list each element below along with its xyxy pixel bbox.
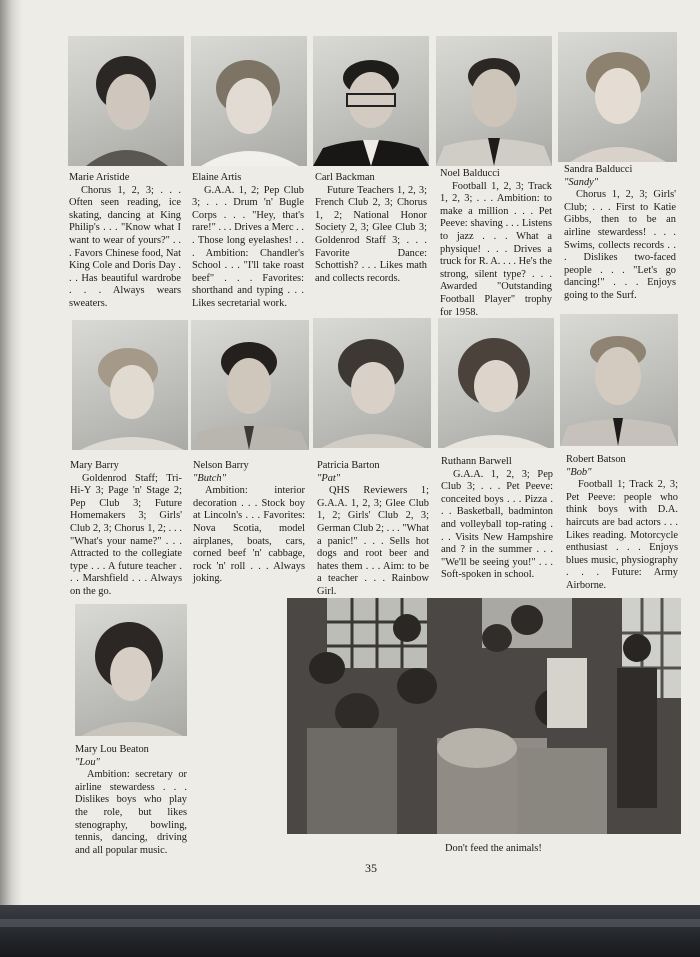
- student-nickname: "Lou": [75, 756, 100, 768]
- portrait-noel-balducci: [436, 36, 552, 166]
- entry-nelson-barry: [193, 460, 305, 586]
- student-description: Football 1; Track 2, 3; Pet Peeve: people who think boys with D.A. haircuts are bad actors . . . Likes reading. Motorcycle enthusiast . . . Enjoys blues music, physiography . . . Future: Army Airborne.: [566, 479, 678, 591]
- entry-elaine-artis: [192, 172, 304, 311]
- student-description: G.A.A. 1, 2; Pep Club 3; . . . Drum 'n' Bugle Corps . . . "Hey, that's rare!" . . . Drives a Merc . . . Those long eyelashes! . . . Ambition: Chandler's School . . . "I'll take roast beef" . . . Favorites: shorthand and typing . . . Likes secretarial work.: [192, 184, 304, 309]
- student-name: Marie Aristide: [69, 172, 130, 183]
- portrait-nelson-barry: [191, 320, 309, 450]
- scanner-bottom-edge: [0, 905, 700, 957]
- entry-noel-balducci: [440, 168, 552, 319]
- portrait-sandra-balducci: [558, 32, 677, 162]
- entry-carl-backman: [315, 172, 427, 285]
- entry-mary-lou-beaton: [75, 744, 187, 857]
- student-description: Chorus 1, 2, 3; . . . Often seen reading, ice skating, dancing at King Philip's . . . "Know what I want to wear of yours?" . . . Favors Chinese food, Nat King Cole and Doris Day . . . Has beautiful wardrobe . . . Always wears sweaters.: [69, 184, 181, 309]
- entry-sandra-balducci: [564, 164, 676, 303]
- student-name: Mary Barry: [70, 460, 119, 471]
- student-name: Elaine Artis: [192, 172, 242, 183]
- student-description: Goldenrod Staff; Tri-Hi-Y 3; Page 'n' Stage 2; Pep Club 3; Future Homemakers 3; Girls' Club 2, 3; Chorus 1, 2; . . . "What's your name?" . . . Attracted to the collegiate type . . . A future teacher . . . Marshfield . . . Always on the go.: [70, 472, 182, 597]
- entry-marie-aristide: [69, 172, 181, 311]
- student-nickname: "Sandy": [564, 176, 599, 188]
- student-name: Carl Backman: [315, 172, 375, 183]
- student-nickname: "Bob": [566, 466, 592, 478]
- student-name: Robert Batson: [566, 454, 626, 465]
- portrait-elaine-artis: [191, 36, 307, 166]
- portrait-robert-batson: [560, 314, 678, 446]
- student-description: Ambition: secretary or airline stewardess . . . Dislikes boys who play the role, but likes stenography, bowling, tennis, dancing, driving and all popular music.: [75, 769, 187, 856]
- student-name: Nelson Barry: [193, 460, 249, 471]
- student-name: Ruthann Barwell: [441, 456, 512, 467]
- student-description: Ambition: interior decoration . . . Stock boy at Lincoln's . . . Favorites: Nova Scotia, model airplanes, boats, cars, corned beef 'n' cabbage, rock 'n' roll . . . Always joking.: [193, 485, 305, 585]
- student-description: QHS Reviewers 1; G.A.A. 1, 2, 3; Glee Club 1, 2; Girls' Club 2, 3; German Club 2; . . . "What a panic!" . . . Sells hot dogs and root beer and hates them . . . Aim: to be a teacher . . . Rainbow Girl.: [317, 485, 429, 597]
- portrait-patricia-barton: [313, 318, 431, 448]
- page-number: 35: [365, 861, 377, 875]
- student-name: Patricia Barton: [317, 460, 380, 471]
- student-description: Football 1, 2, 3; Track 1, 2, 3; . . . Ambition: to make a million . . . Pet Peeve: shaving . . . Listens to jazz . . . What a physique! . . . Drives a truck for R. A. . . . He's the strong, silent type? . . . Awarded "Outstanding Football Player" trophy for 1958.: [440, 180, 552, 318]
- portrait-marie-aristide: [68, 36, 184, 166]
- portrait-carl-backman: [313, 36, 429, 166]
- entry-ruthann-barwell: [441, 456, 553, 582]
- student-description: Future Teachers 1, 2, 3; French Club 2, 3; Chorus 1, 2; National Honor Society 2, 3; Glee Club 3; Goldenrod Staff 3; . . . Favorite Dance: Schottish? . . . Likes math and collects records.: [315, 184, 427, 284]
- student-nickname: "Butch": [193, 472, 226, 484]
- student-nickname: "Pat": [317, 472, 341, 484]
- student-name: Noel Balducci: [440, 168, 500, 179]
- entry-robert-batson: [566, 454, 678, 593]
- student-name: Sandra Balducci: [564, 164, 633, 175]
- student-name: Mary Lou Beaton: [75, 744, 149, 755]
- portrait-ruthann-barwell: [438, 318, 554, 448]
- student-description: G.A.A. 1, 2, 3; Pep Club 3; . . . Pet Peeve: conceited boys . . . Pizza . . . Basketball, badminton and volleyball top-rating . . . Visits New Hampshire and ? in the summer . . . "We'll be seeing you!" . . . Soft-spoken in school.: [441, 468, 553, 581]
- entry-patricia-barton: [317, 460, 429, 599]
- page-spine-shadow: [0, 0, 22, 905]
- entry-mary-barry: [70, 460, 182, 599]
- photo-caption: Don't feed the animals!: [445, 843, 542, 854]
- group-candid-photo: [287, 598, 681, 834]
- portrait-mary-barry: [72, 320, 188, 450]
- portrait-mary-lou-beaton: [75, 604, 187, 736]
- student-description: Chorus 1, 2, 3; Girls' Club; . . . First to Katie Gibbs, then to be an airline stewardess! . . . Swims, collects records . . . Dislikes two-faced people . . . "Let's go dancing!" . . . Enjoys going to the Surf.: [564, 189, 676, 301]
